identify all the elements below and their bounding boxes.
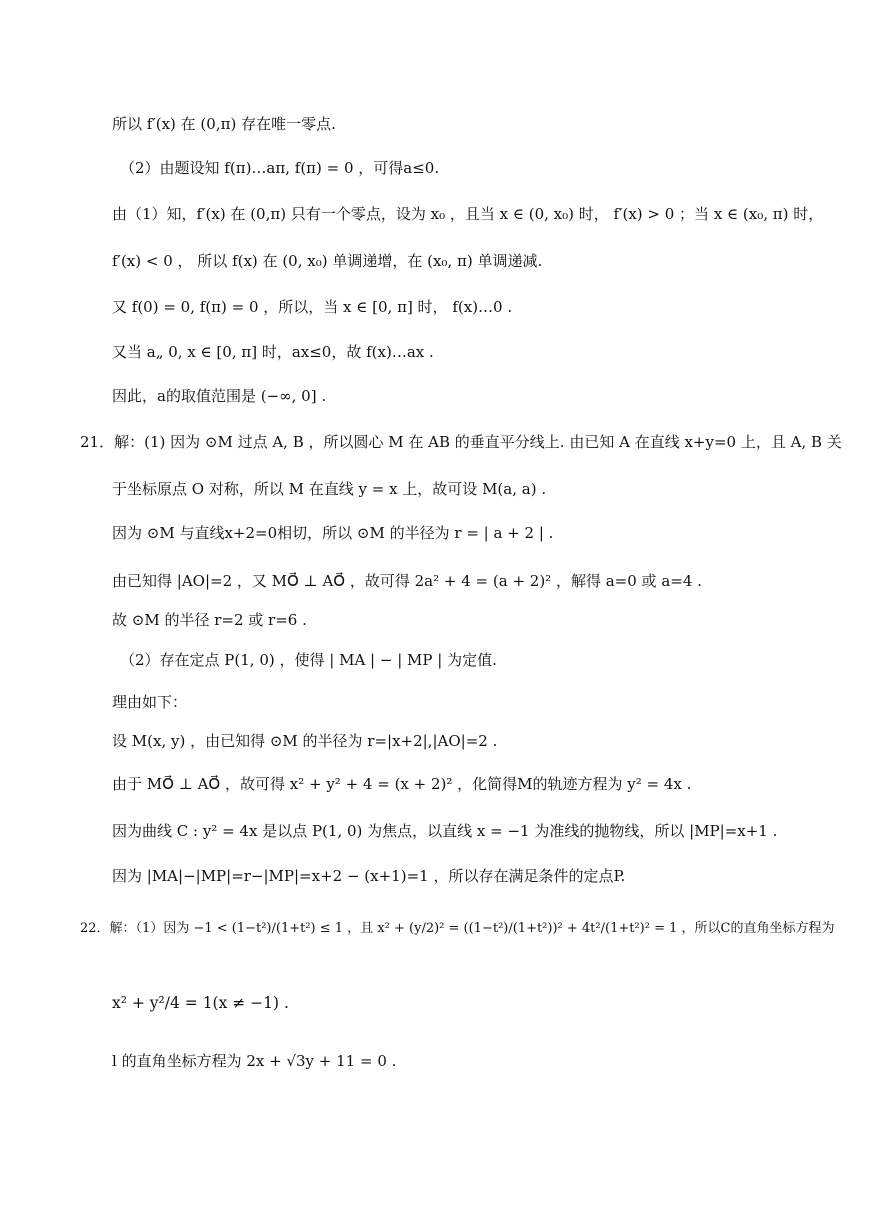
question-21-line-3: 因为 ⊙M 与直线x+2=0相切，所以 ⊙M 的半径为 r = | a + 2 | . [112, 524, 554, 542]
question-21-line-2: 于坐标原点 O 对称，所以 M 在直线 y = x 上，故可设 M(a, a) . [112, 480, 547, 498]
question-22-line-3: l 的直角坐标方程为 2x + √3y + 11 = 0 . [112, 1052, 397, 1070]
question-21-line-11: 因为 |MA|−|MP|=r−|MP|=x+2 − (x+1)=1 ，所以存在满足条件的定点P. [112, 867, 626, 885]
question-21-line-1: 21．解：(1) 因为 ⊙M 过点 A, B ，所以圆心 M 在 AB 的垂直平分线上. 由已知 A 在直线 x+y=0 上，且 A, B 关 [80, 433, 842, 451]
text-line-7: 因此，a的取值范围是 (−∞, 0] . [112, 387, 327, 405]
question-21-line-10: 因为曲线 C : y² = 4x 是以点 P(1, 0) 为焦点，以直线 x = −1 为准线的抛物线，所以 |MP|=x+1 . [112, 822, 778, 840]
text-line-3: 由（1）知，f′(x) 在 (0,π) 只有一个零点，设为 x₀ ，且当 x ∈ (0, x₀) 时， f′(x) > 0 ；当 x ∈ (x₀, π) 时， [112, 205, 824, 223]
text-line-4: f′(x) < 0 ， 所以 f(x) 在 (0, x₀) 单调递增，在 (x₀, π) 单调递减. [112, 252, 543, 270]
text-line-5: 又 f(0) = 0, f(π) = 0 ，所以，当 x ∈ [0, π] 时， f(x)…0 . [112, 298, 513, 316]
question-21-line-8: 设 M(x, y) ，由已知得 ⊙M 的半径为 r=|x+2|,|AO|=2 . [112, 732, 498, 750]
question-21-line-7: 理由如下： [112, 693, 188, 711]
question-21-line-5: 故 ⊙M 的半径 r=2 或 r=6 . [112, 611, 307, 629]
text-line-1: 所以 f′(x) 在 (0,π) 存在唯一零点. [112, 115, 336, 133]
question-22-line-1: 22．解：（1）因为 −1 < (1−t²)/(1+t²) ≤ 1 ，且 x² + (y/2)² = ((1−t²)/(1+t²))² + 4t²/(1+t²)² = 1 ，所以C的直角坐标方程为 [80, 921, 835, 936]
question-21-line-4: 由已知得 |AO|=2 ，又 MO⃗ ⊥ AO⃗ ，故可得 2a² + 4 = (a + 2)² ，解得 a=0 或 a=4 . [112, 572, 702, 590]
question-21-line-6: （2）存在定点 P(1, 0) ，使得 | MA | − | MP | 为定值. [120, 651, 497, 669]
question-21-line-9: 由于 MO⃗ ⊥ AO⃗ ，故可得 x² + y² + 4 = (x + 2)² ，化简得M的轨迹方程为 y² = 4x . [112, 775, 692, 793]
text-line-2: （2）由题设知 f(π)…aπ, f(π) = 0 ，可得a≤0. [120, 159, 440, 177]
text-line-6: 又当 a„ 0, x ∈ [0, π] 时，ax≤0，故 f(x)…ax . [112, 343, 434, 361]
question-22-line-2: x² + y²/4 = 1(x ≠ −1) . [112, 994, 289, 1012]
